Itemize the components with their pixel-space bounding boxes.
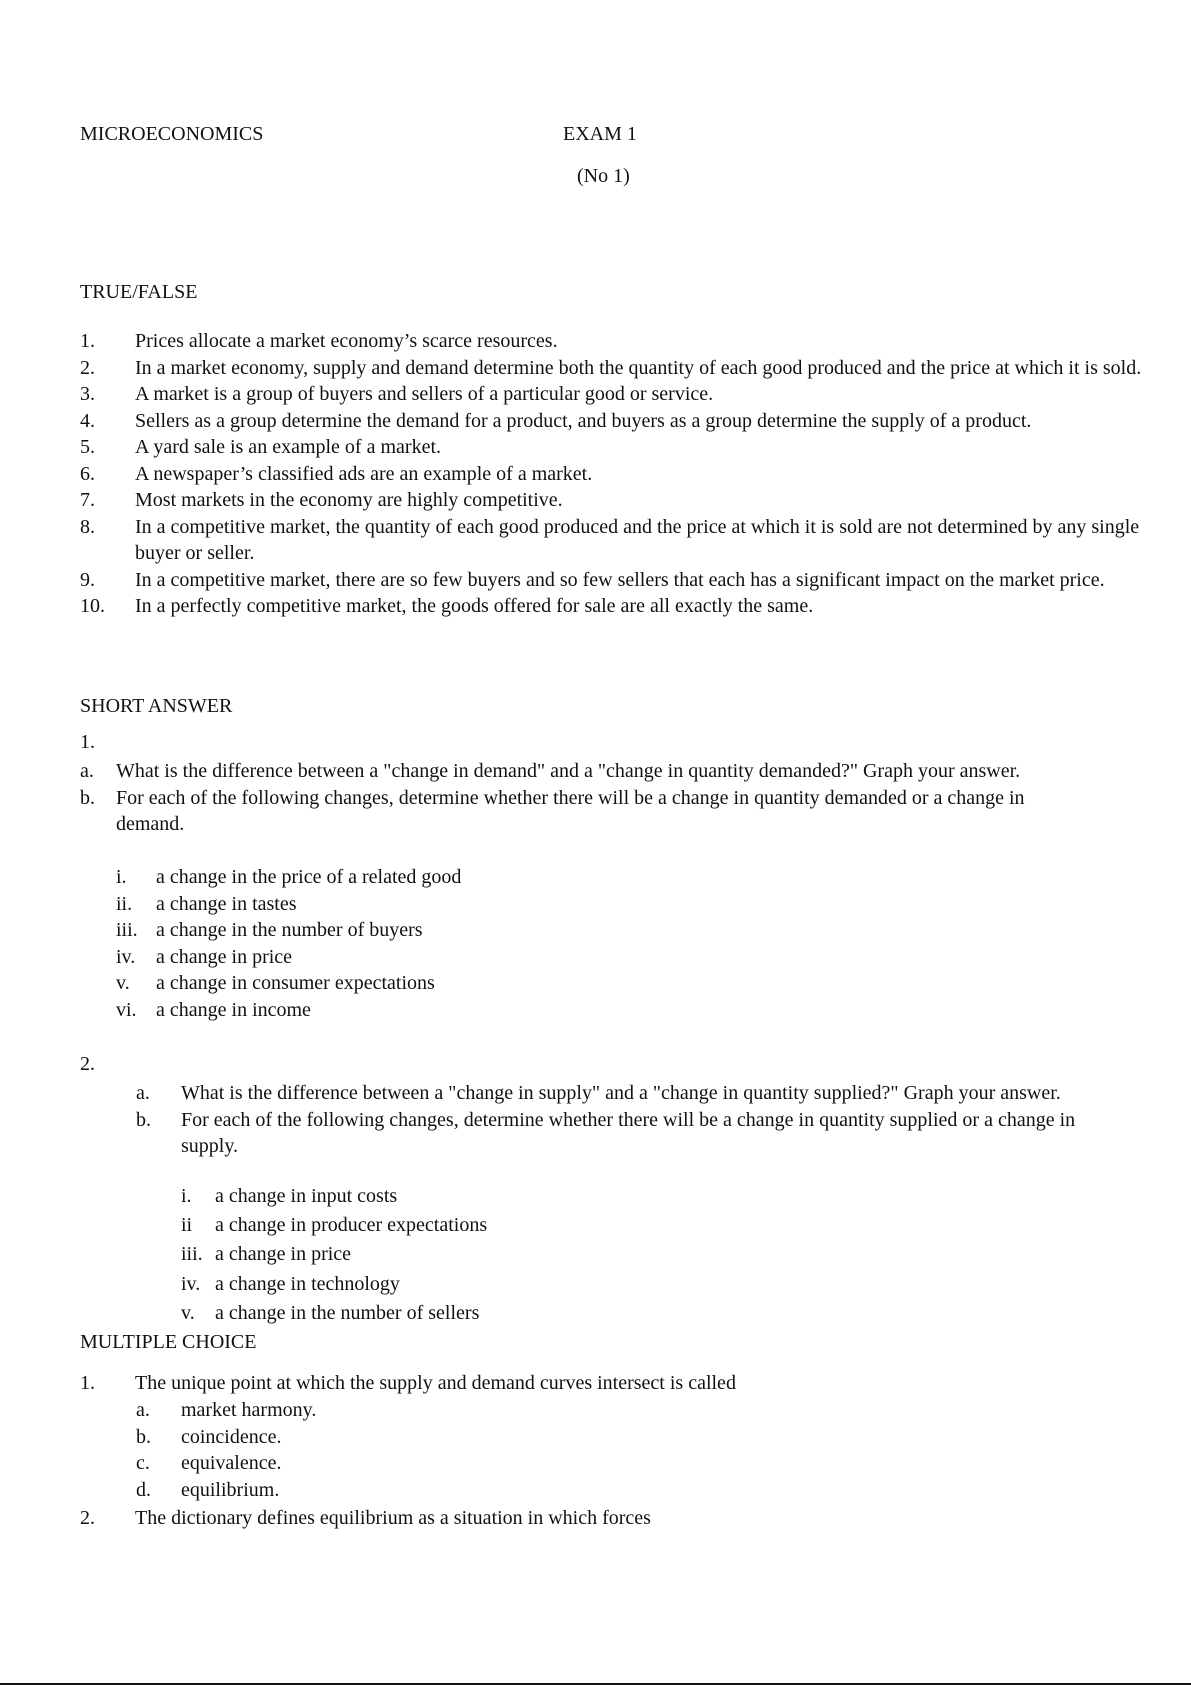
item-text: a change in the number of buyers <box>156 919 423 941</box>
course-title: MICROECONOMICS <box>80 123 264 145</box>
item-number: 7. <box>80 489 95 511</box>
list-item <box>136 1477 736 1504</box>
list-item <box>80 1505 980 1532</box>
item-text: Prices allocate a market economy’s scarce resources. <box>135 330 558 352</box>
part-label: b. <box>136 1108 151 1131</box>
item-text: A yard sale is an example of a market. <box>135 436 441 458</box>
question-2-subitems <box>181 1182 781 1328</box>
item-label: ii. <box>116 892 133 915</box>
part-text: What is the difference between a "change in demand" and a "change in quantity demanded?" Graph your answer. <box>116 760 1021 782</box>
item-text: A market is a group of buyers and sellers of a particular good or service. <box>135 383 714 405</box>
item-label: i. <box>116 866 127 888</box>
question-part-b <box>136 1107 1096 1160</box>
item-text: a change in the number of sellers <box>215 1301 480 1324</box>
item-text: In a competitive market, the quantity of each good produced and the price at which it is sold are not determined by any single buyer or seller. <box>135 515 1140 564</box>
list-item <box>136 1450 736 1477</box>
list-item <box>80 514 1160 567</box>
item-label: ii <box>181 1214 193 1237</box>
item-text: The dictionary defines equilibrium as a situation in which forces <box>135 1507 651 1529</box>
item-number: 6. <box>80 462 95 485</box>
item-text: a change in tastes <box>156 892 297 915</box>
item-text: In a market economy, supply and demand determine both the quantity of each good produced and the price at which it is sold. <box>135 356 1142 379</box>
item-text: The unique point at which the supply and demand curves intersect is called <box>135 1372 736 1394</box>
item-number: 3. <box>80 383 95 405</box>
item-text: a change in price <box>215 1243 352 1266</box>
list-item <box>80 381 1160 408</box>
exam-number: (No 1) <box>577 165 630 187</box>
item-label: iv. <box>181 1272 201 1295</box>
part-label: b. <box>80 786 95 809</box>
item-label: v. <box>181 1301 195 1324</box>
mc-question-2 <box>80 1505 980 1532</box>
item-label: iv. <box>116 945 136 968</box>
item-number: 2. <box>80 356 95 379</box>
true-false-list <box>80 328 1160 620</box>
option-text: market harmony. <box>181 1399 317 1421</box>
question-part-b <box>80 785 1070 838</box>
option-text: coincidence. <box>181 1425 282 1448</box>
item-text: a change in price <box>156 945 293 968</box>
list-item <box>80 487 1160 514</box>
multiple-choice-heading: MULTIPLE CHOICE <box>80 1331 257 1353</box>
question-2-parts <box>136 1080 1096 1160</box>
item-number: 5. <box>80 436 95 458</box>
list-item <box>181 1182 781 1211</box>
part-text: What is the difference between a "change in supply" and a "change in quantity supplied?" Graph your answer. <box>181 1082 1061 1104</box>
list-item <box>80 593 1160 620</box>
part-label: a. <box>80 760 94 782</box>
mc-question-1-options <box>136 1397 736 1503</box>
list-item <box>80 434 1160 461</box>
item-number: 8. <box>80 515 95 538</box>
list-item <box>80 567 1160 594</box>
item-number: 1. <box>80 330 95 352</box>
option-text: equilibrium. <box>181 1478 280 1501</box>
item-label: iii. <box>181 1243 203 1266</box>
list-item <box>116 997 716 1024</box>
exam-title: EXAM 1 <box>563 123 637 145</box>
list-item <box>116 944 716 971</box>
item-number: 2. <box>80 1507 95 1529</box>
list-item <box>116 891 716 918</box>
part-text: For each of the following changes, determine whether there will be a change in quantity supplied or a change in supply. <box>181 1108 1076 1157</box>
item-label: iii. <box>116 919 138 941</box>
list-item <box>181 1270 781 1299</box>
item-label: vi. <box>116 998 137 1021</box>
list-item <box>80 328 1160 355</box>
item-text: a change in income <box>156 998 311 1021</box>
list-item <box>116 970 716 997</box>
list-item <box>80 1370 980 1397</box>
part-text: For each of the following changes, determine whether there will be a change in quantity demanded or a change in demand. <box>116 786 1025 835</box>
list-item <box>136 1424 736 1451</box>
item-number: 9. <box>80 568 95 591</box>
list-item <box>181 1240 781 1269</box>
item-text: a change in input costs <box>215 1185 398 1207</box>
list-item <box>116 864 716 891</box>
mc-question-1 <box>80 1370 980 1397</box>
item-number: 1. <box>80 1372 95 1394</box>
item-number: 4. <box>80 409 95 432</box>
list-item <box>80 355 1160 382</box>
item-text: In a perfectly competitive market, the goods offered for sale are all exactly the same. <box>135 595 814 617</box>
item-label: v. <box>116 972 130 994</box>
item-text: In a competitive market, there are so few buyers and so few sellers that each has a significant impact on the market price. <box>135 568 1105 591</box>
list-item <box>181 1299 781 1328</box>
option-label: a. <box>136 1399 150 1421</box>
item-text: Most markets in the economy are highly competitive. <box>135 489 563 511</box>
list-item <box>116 917 716 944</box>
question-number: 1. <box>80 731 95 753</box>
part-label: a. <box>136 1082 150 1104</box>
option-label: c. <box>136 1452 150 1474</box>
item-text: A newspaper’s classified ads are an example of a market. <box>135 462 593 485</box>
list-item <box>80 408 1160 435</box>
item-label: i. <box>181 1185 192 1207</box>
question-number: 2. <box>80 1053 95 1075</box>
item-number: 10. <box>80 595 105 617</box>
item-text: a change in technology <box>215 1272 400 1295</box>
question-part-a <box>80 758 1070 785</box>
list-item <box>80 461 1160 488</box>
true-false-heading: TRUE/FALSE <box>80 281 198 303</box>
item-text: a change in consumer expectations <box>156 972 435 994</box>
question-1-parts <box>80 758 1070 838</box>
question-part-a <box>136 1080 1096 1107</box>
item-text: Sellers as a group determine the demand for a product, and buyers as a group determine the supply of a product. <box>135 409 1032 432</box>
item-text: a change in producer expectations <box>215 1214 488 1237</box>
list-item <box>136 1397 736 1424</box>
option-text: equivalence. <box>181 1452 282 1474</box>
question-1-subitems <box>116 864 716 1023</box>
short-answer-heading: SHORT ANSWER <box>80 695 233 717</box>
option-label: d. <box>136 1478 151 1501</box>
list-item <box>181 1211 781 1240</box>
item-text: a change in the price of a related good <box>156 866 462 888</box>
option-label: b. <box>136 1425 151 1448</box>
